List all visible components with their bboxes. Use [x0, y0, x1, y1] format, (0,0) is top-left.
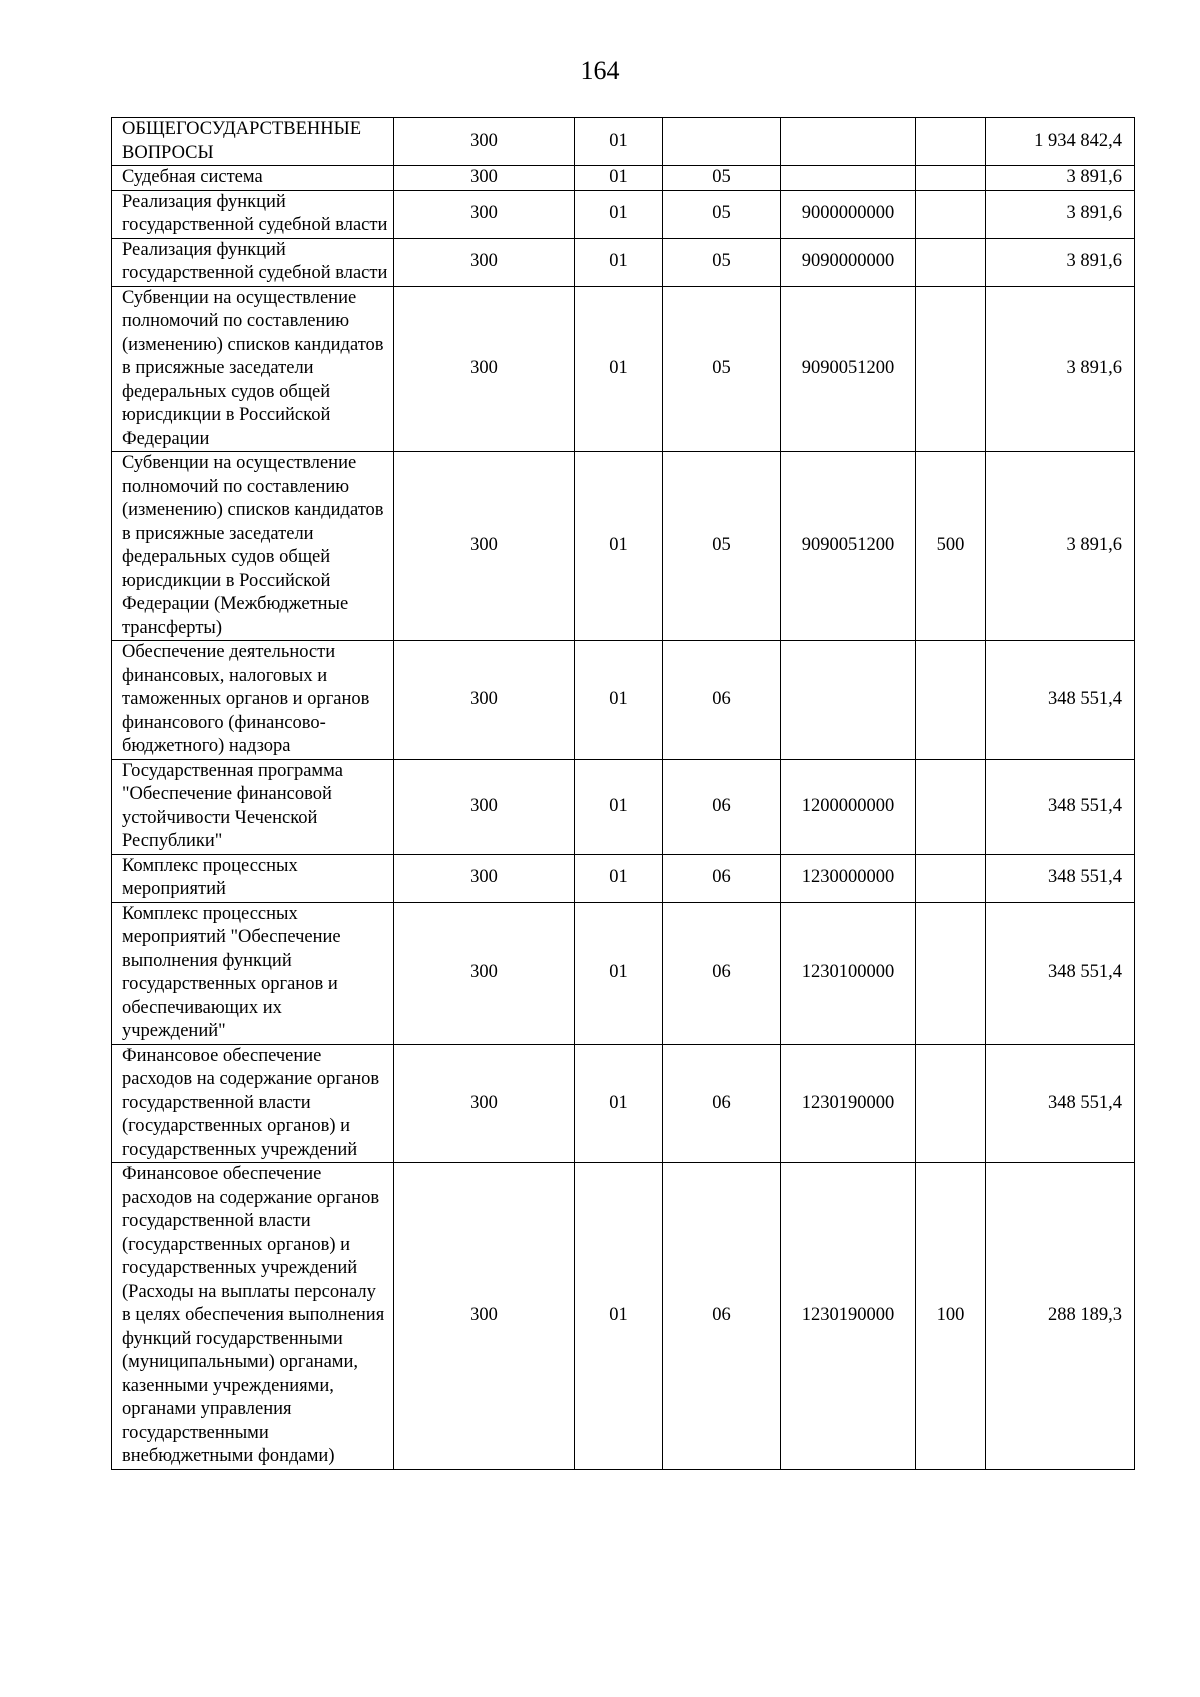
row-subsection-cell: 06: [663, 1044, 781, 1163]
row-name-cell: Государственная программа "Обеспечение финансовой устойчивости Чеченской Республики": [112, 759, 394, 854]
row-name-cell: Комплекс процессных мероприятий: [112, 854, 394, 902]
row-section-cell: 01: [575, 190, 663, 238]
row-subsection-cell: [663, 118, 781, 166]
row-name-cell: Субвенции на осуществление полномочий по составлению (изменению) списков кандидатов в присяжные заседатели федеральных судов общей юрисдикции в Российской Федерации: [112, 286, 394, 452]
table-row: [112, 238, 1135, 286]
row-sum-cell: 348 551,4: [986, 759, 1135, 854]
table-row: [112, 166, 1135, 191]
row-ved-cell: 300: [394, 190, 575, 238]
row-section-cell: 01: [575, 854, 663, 902]
row-sum-cell: 348 551,4: [986, 641, 1135, 760]
row-expense-type-cell: [916, 166, 986, 191]
row-target-article-cell: 1230000000: [781, 854, 916, 902]
table-row: [112, 286, 1135, 452]
row-target-article-cell: [781, 641, 916, 760]
row-subsection-cell: 06: [663, 854, 781, 902]
row-section-cell: 01: [575, 118, 663, 166]
row-subsection-cell: 05: [663, 166, 781, 191]
row-expense-type-cell: [916, 641, 986, 760]
row-sum-cell: 348 551,4: [986, 1044, 1135, 1163]
row-section-cell: 01: [575, 1044, 663, 1163]
table-row: [112, 759, 1135, 854]
row-section-cell: 01: [575, 238, 663, 286]
row-name-cell: Комплекс процессных мероприятий "Обеспечение выполнения функций государственных органов и обеспечивающих их учреждений": [112, 902, 394, 1044]
row-sum-cell: 348 551,4: [986, 902, 1135, 1044]
row-expense-type-cell: [916, 854, 986, 902]
row-name-cell: ОБЩЕГОСУДАРСТВЕННЫЕ ВОПРОСЫ: [112, 118, 394, 166]
row-name-cell: Реализация функций государственной судебной власти: [112, 238, 394, 286]
row-section-cell: 01: [575, 902, 663, 1044]
row-name-cell: Реализация функций государственной судебной власти: [112, 190, 394, 238]
row-expense-type-cell: 500: [916, 452, 986, 641]
table-row: [112, 1163, 1135, 1470]
table-row: [112, 1044, 1135, 1163]
row-ved-cell: 300: [394, 452, 575, 641]
row-sum-cell: 3 891,6: [986, 238, 1135, 286]
table-row: [112, 118, 1135, 166]
row-ved-cell: 300: [394, 902, 575, 1044]
row-ved-cell: 300: [394, 641, 575, 760]
row-sum-cell: 1 934 842,4: [986, 118, 1135, 166]
row-section-cell: 01: [575, 286, 663, 452]
row-section-cell: 01: [575, 759, 663, 854]
budget-table-body: [112, 118, 1135, 1470]
row-target-article-cell: 9090000000: [781, 238, 916, 286]
table-row: [112, 452, 1135, 641]
row-section-cell: 01: [575, 166, 663, 191]
row-ved-cell: 300: [394, 854, 575, 902]
row-target-article-cell: [781, 118, 916, 166]
table-row: [112, 641, 1135, 760]
row-subsection-cell: 06: [663, 902, 781, 1044]
row-expense-type-cell: [916, 902, 986, 1044]
row-ved-cell: 300: [394, 238, 575, 286]
row-subsection-cell: 05: [663, 286, 781, 452]
row-target-article-cell: 9000000000: [781, 190, 916, 238]
row-target-article-cell: 1230100000: [781, 902, 916, 1044]
row-name-cell: Финансовое обеспечение расходов на содержание органов государственной власти (государственных органов) и государственных учреждений: [112, 1044, 394, 1163]
row-section-cell: 01: [575, 1163, 663, 1470]
table-row: [112, 902, 1135, 1044]
row-subsection-cell: 06: [663, 641, 781, 760]
row-subsection-cell: 05: [663, 190, 781, 238]
row-sum-cell: 3 891,6: [986, 190, 1135, 238]
row-expense-type-cell: [916, 190, 986, 238]
row-expense-type-cell: [916, 238, 986, 286]
row-ved-cell: 300: [394, 118, 575, 166]
row-ved-cell: 300: [394, 286, 575, 452]
row-name-cell: Обеспечение деятельности финансовых, налоговых и таможенных органов и органов финансового (финансово-бюджетного) надзора: [112, 641, 394, 760]
row-target-article-cell: [781, 166, 916, 191]
row-section-cell: 01: [575, 641, 663, 760]
row-expense-type-cell: [916, 1044, 986, 1163]
row-sum-cell: 288 189,3: [986, 1163, 1135, 1470]
row-target-article-cell: 1230190000: [781, 1163, 916, 1470]
row-target-article-cell: 1230190000: [781, 1044, 916, 1163]
row-name-cell: Субвенции на осуществление полномочий по составлению (изменению) списков кандидатов в присяжные заседатели федеральных судов общей юрисдикции в Российской Федерации (Межбюджетные трансферты): [112, 452, 394, 641]
row-target-article-cell: 9090051200: [781, 452, 916, 641]
row-ved-cell: 300: [394, 1163, 575, 1470]
row-expense-type-cell: 100: [916, 1163, 986, 1470]
row-target-article-cell: 9090051200: [781, 286, 916, 452]
budget-table: [111, 117, 1135, 1470]
row-ved-cell: 300: [394, 166, 575, 191]
row-sum-cell: 3 891,6: [986, 286, 1135, 452]
table-row: [112, 854, 1135, 902]
row-subsection-cell: 05: [663, 452, 781, 641]
row-expense-type-cell: [916, 286, 986, 452]
row-subsection-cell: 05: [663, 238, 781, 286]
row-expense-type-cell: [916, 118, 986, 166]
table-row: [112, 190, 1135, 238]
row-subsection-cell: 06: [663, 759, 781, 854]
row-section-cell: 01: [575, 452, 663, 641]
row-sum-cell: 348 551,4: [986, 854, 1135, 902]
row-subsection-cell: 06: [663, 1163, 781, 1470]
page-number: 164: [580, 56, 620, 85]
row-sum-cell: 3 891,6: [986, 166, 1135, 191]
row-sum-cell: 3 891,6: [986, 452, 1135, 641]
row-target-article-cell: 1200000000: [781, 759, 916, 854]
row-ved-cell: 300: [394, 1044, 575, 1163]
row-name-cell: Финансовое обеспечение расходов на содержание органов государственной власти (государственных органов) и государственных учреждений (Расходы на выплаты персоналу в целях обеспечения выполнения функций государственными (муниципальными) органами, казенными учреждениями, органами управления государственными внебюджетными фондами): [112, 1163, 394, 1470]
row-ved-cell: 300: [394, 759, 575, 854]
row-expense-type-cell: [916, 759, 986, 854]
row-name-cell: Судебная система: [112, 166, 394, 191]
